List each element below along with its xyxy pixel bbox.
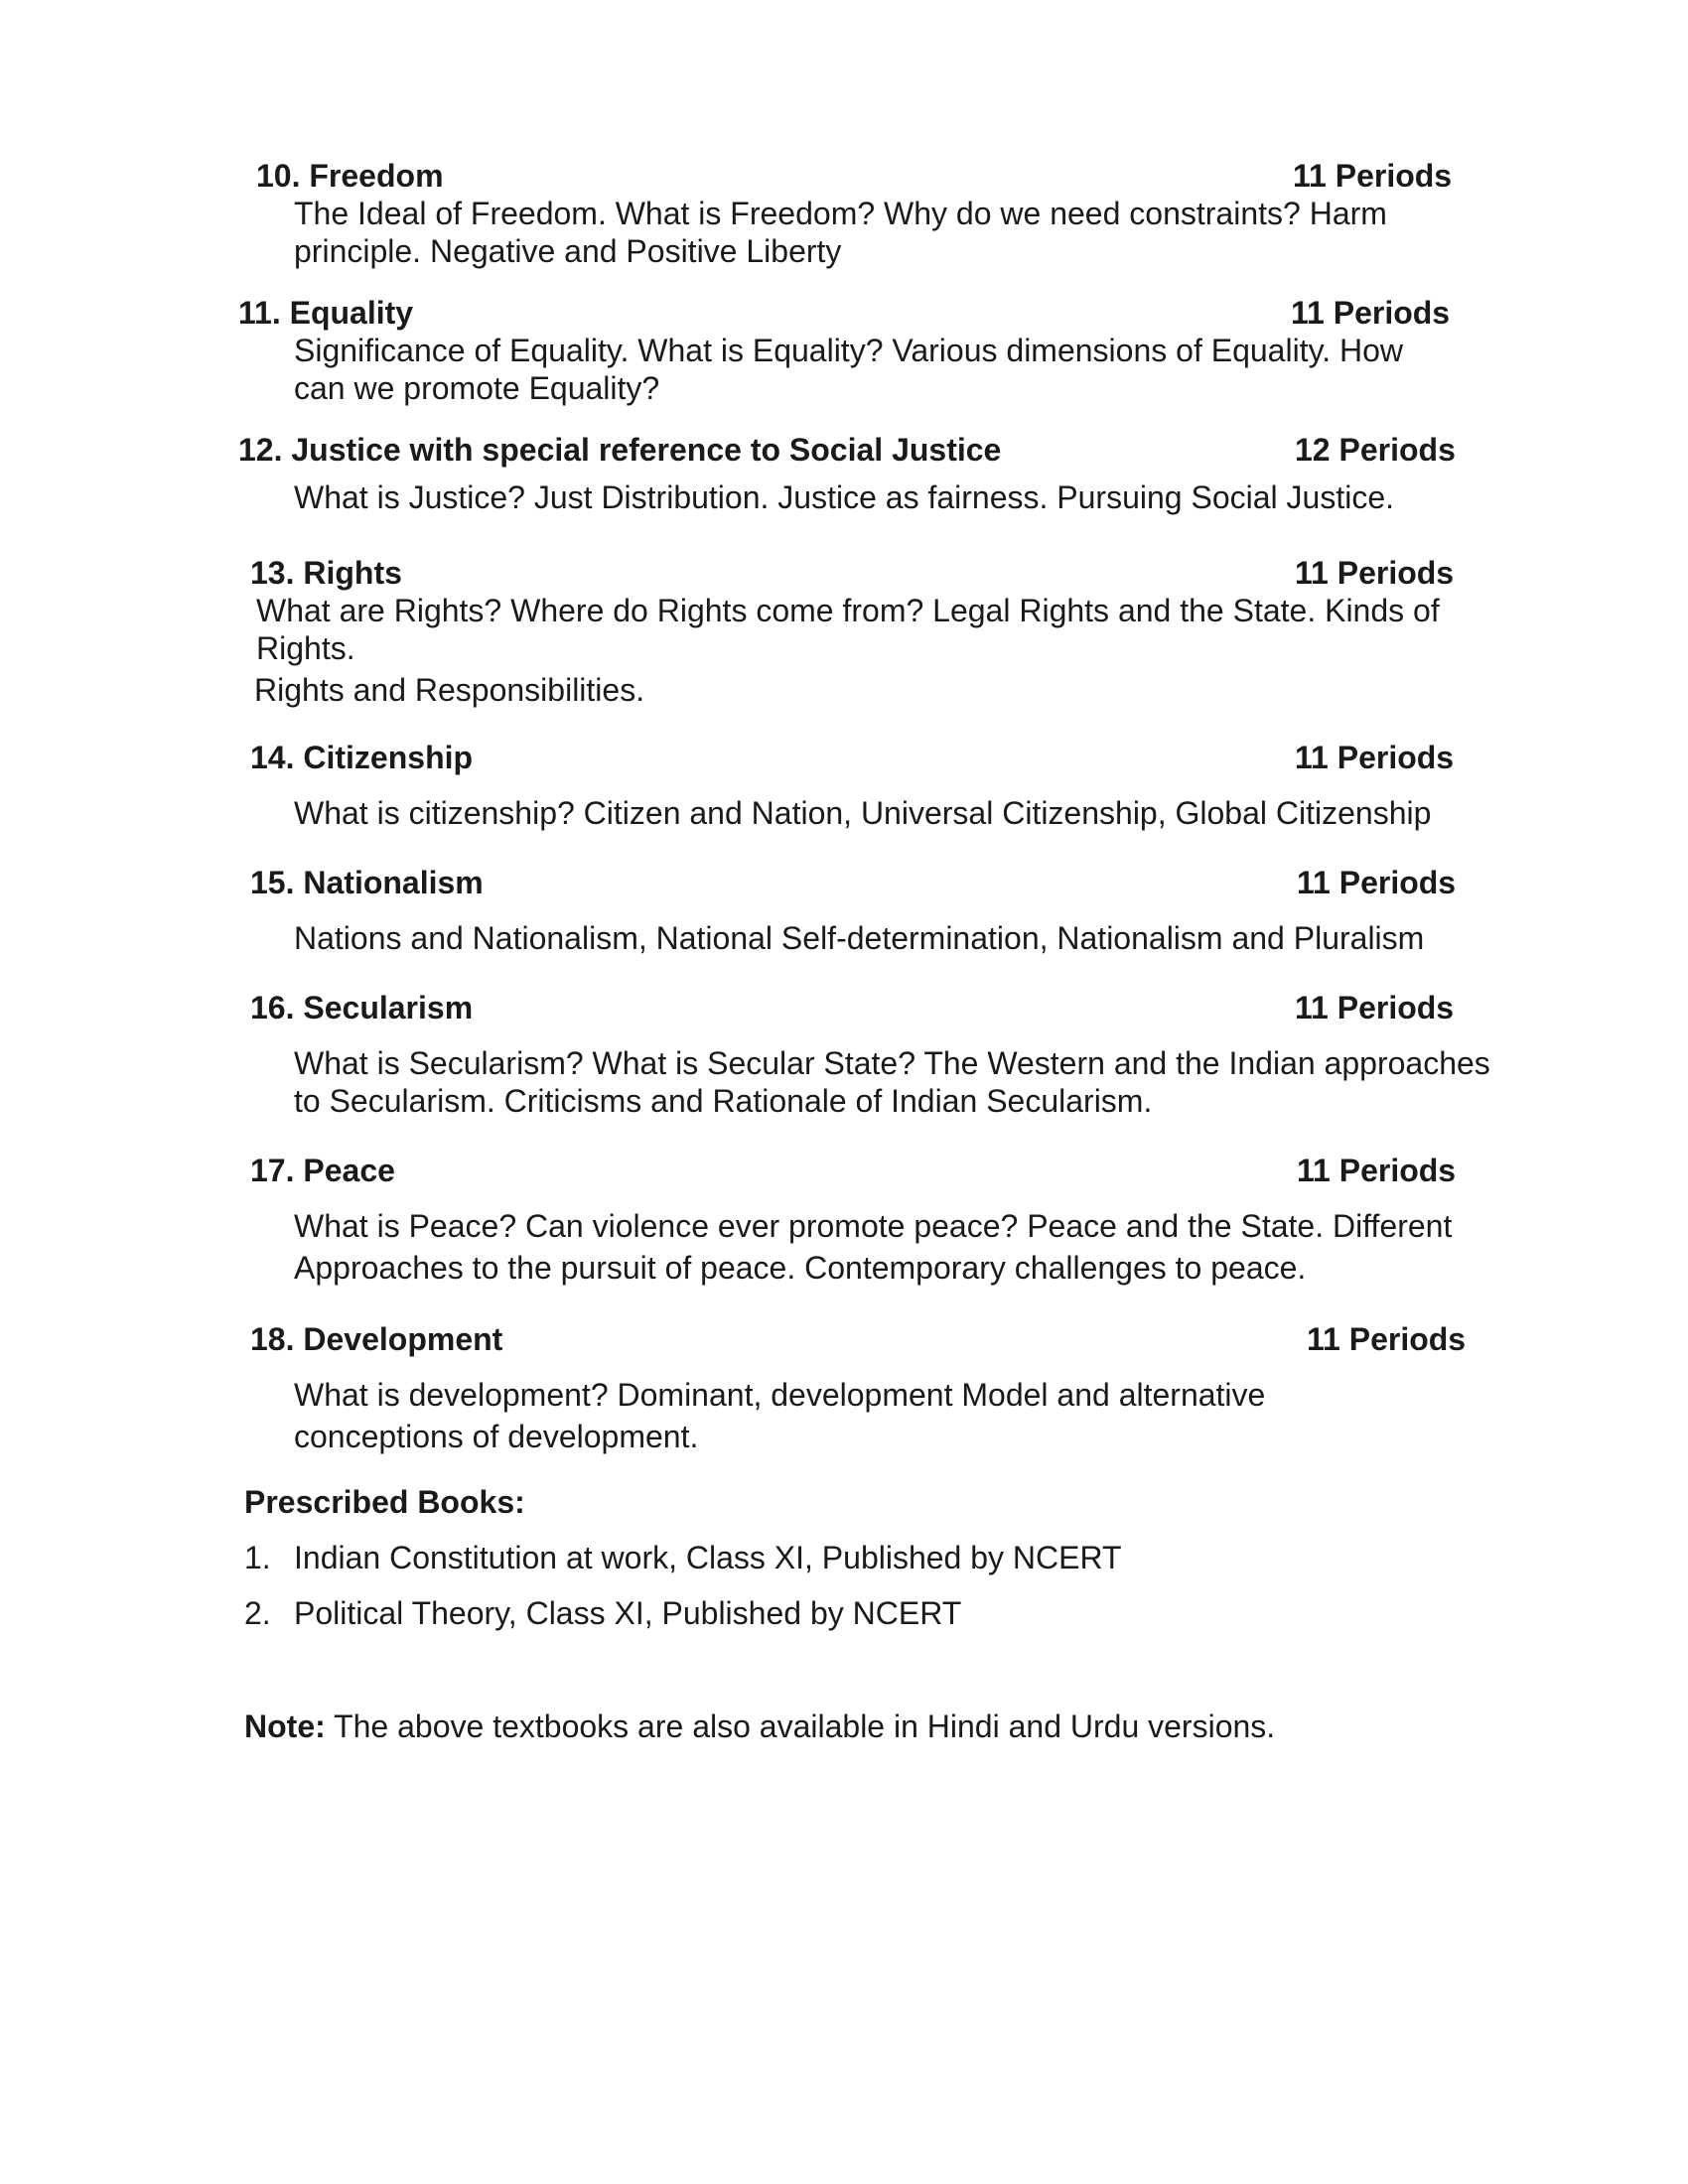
unit-number: 13. bbox=[250, 555, 295, 591]
unit-11-periods: 11 Periods bbox=[1291, 295, 1451, 331]
unit-number: 16. bbox=[250, 990, 295, 1025]
unit-10-heading bbox=[256, 157, 444, 195]
unit-10-periods: 11 Periods bbox=[1293, 158, 1453, 194]
unit-number: 17. bbox=[250, 1153, 295, 1188]
unit-title: Justice with special reference to Social Justice bbox=[291, 432, 1002, 468]
unit-14-heading bbox=[250, 739, 473, 776]
unit-16-desc-line: to Secularism. Criticisms and Rationale of Indian Secularism. bbox=[294, 1083, 1153, 1119]
note bbox=[244, 1707, 1275, 1745]
unit-number: 11. bbox=[238, 295, 281, 331]
unit-title: Equality bbox=[289, 295, 414, 331]
unit-18-desc-line: What is development? Dominant, development Model and alternative bbox=[294, 1377, 1266, 1413]
unit-title: Peace bbox=[303, 1153, 395, 1188]
unit-13-desc-line: Rights and Responsibilities. bbox=[254, 672, 645, 708]
unit-number: 10. bbox=[256, 158, 301, 194]
unit-title: Development bbox=[303, 1321, 503, 1357]
note-text: The above textbooks are also available in Hindi and Urdu versions. bbox=[325, 1708, 1276, 1744]
unit-12-heading bbox=[238, 431, 1001, 469]
unit-18-desc-line: conceptions of development. bbox=[294, 1419, 699, 1454]
unit-title: Citizenship bbox=[303, 740, 474, 775]
unit-16-heading bbox=[250, 989, 473, 1026]
note-label: Note: bbox=[244, 1708, 326, 1744]
unit-18-heading bbox=[250, 1320, 502, 1358]
book-number: 2. bbox=[244, 1595, 271, 1631]
prescribed-books-heading: Prescribed Books: bbox=[244, 1484, 525, 1520]
unit-title: Nationalism bbox=[303, 865, 484, 900]
unit-13-desc-line: Rights. bbox=[256, 630, 355, 666]
unit-16-periods: 11 Periods bbox=[1295, 990, 1455, 1025]
unit-number: 12. bbox=[238, 432, 283, 468]
unit-17-desc-line: Approaches to the pursuit of peace. Contemporary challenges to peace. bbox=[294, 1250, 1307, 1286]
unit-14-periods: 11 Periods bbox=[1295, 740, 1455, 775]
unit-18-periods: 11 Periods bbox=[1307, 1321, 1467, 1357]
unit-17-desc-line: What is Peace? Can violence ever promote peace? Peace and the State. Different bbox=[294, 1208, 1453, 1244]
unit-11-desc-line: Significance of Equality. What is Equality? Various dimensions of Equality. How bbox=[294, 333, 1403, 368]
unit-12-periods: 12 Periods bbox=[1295, 432, 1456, 468]
unit-12-desc-line: What is Justice? Just Distribution. Justice as fairness. Pursuing Social Justice. bbox=[294, 479, 1394, 515]
unit-number: 15. bbox=[250, 865, 295, 900]
unit-10-desc-line: principle. Negative and Positive Liberty bbox=[294, 233, 842, 269]
unit-10-desc-line: The Ideal of Freedom. What is Freedom? Why do we need constraints? Harm bbox=[294, 196, 1387, 231]
book-title: Political Theory, Class XI, Published by NCERT bbox=[294, 1595, 962, 1631]
book-title: Indian Constitution at work, Class XI, Published by NCERT bbox=[294, 1540, 1122, 1575]
unit-17-periods: 11 Periods bbox=[1297, 1153, 1457, 1188]
unit-title: Secularism bbox=[303, 990, 474, 1025]
unit-number: 18. bbox=[250, 1321, 295, 1357]
unit-16-desc-line: What is Secularism? What is Secular State? The Western and the Indian approaches bbox=[294, 1045, 1490, 1081]
unit-17-heading bbox=[250, 1152, 395, 1189]
unit-15-periods: 11 Periods bbox=[1297, 865, 1457, 900]
unit-11-desc-line: can we promote Equality? bbox=[294, 370, 660, 406]
unit-13-desc-line: What are Rights? Where do Rights come from? Legal Rights and the State. Kinds of bbox=[256, 593, 1440, 628]
unit-13-heading bbox=[250, 554, 402, 592]
unit-15-desc-line: Nations and Nationalism, National Self-determination, Nationalism and Pluralism bbox=[294, 920, 1425, 956]
unit-title: Freedom bbox=[309, 158, 444, 194]
unit-number: 14. bbox=[250, 740, 295, 775]
unit-13-periods: 11 Periods bbox=[1295, 555, 1455, 591]
book-number: 1. bbox=[244, 1540, 271, 1575]
unit-14-desc-line: What is citizenship? Citizen and Nation, Universal Citizenship, Global Citizenship bbox=[294, 795, 1432, 831]
unit-11-heading bbox=[238, 294, 413, 332]
unit-title: Rights bbox=[303, 555, 402, 591]
unit-15-heading bbox=[250, 864, 484, 901]
